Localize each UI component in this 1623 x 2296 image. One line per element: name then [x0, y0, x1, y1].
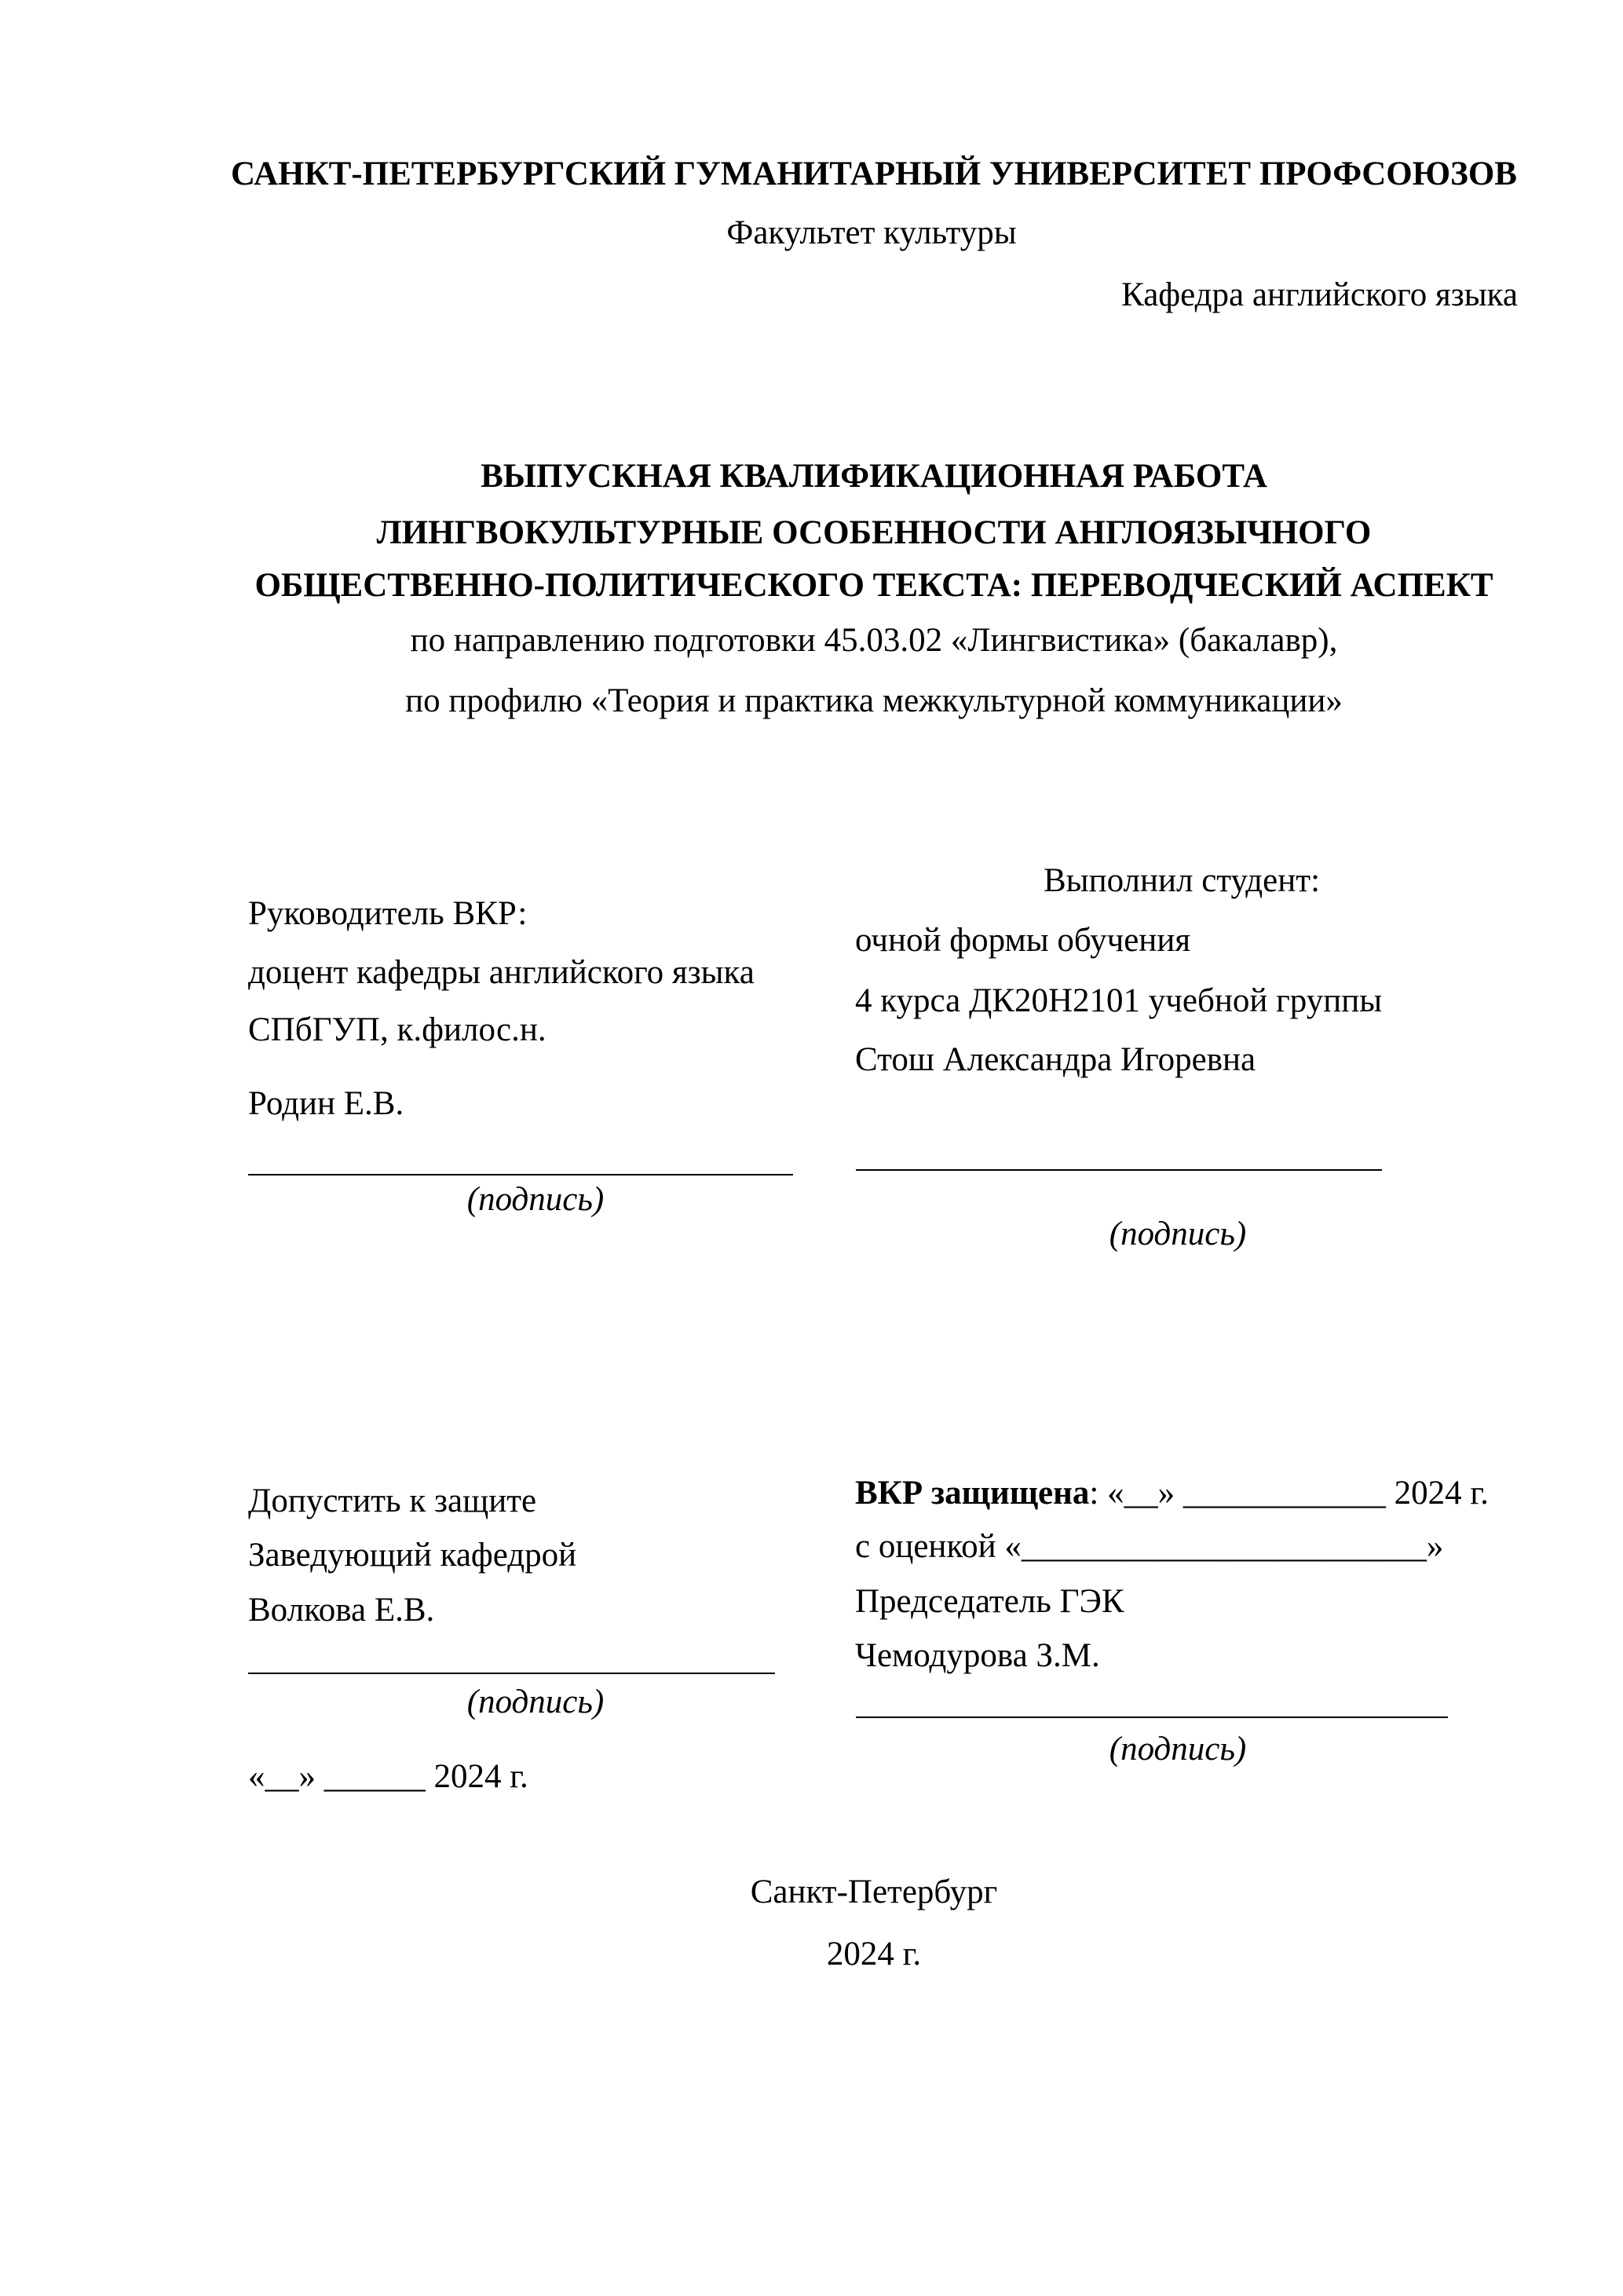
faculty: Факультет культуры [726, 214, 1017, 251]
chair-name: Чемодурова З.М. [855, 1637, 1100, 1674]
student-signature-line [856, 1169, 1382, 1171]
thesis-title-line-1: ЛИНГВОКУЛЬТУРНЫЕ ОСОБЕННОСТИ АНГЛОЯЗЫЧНОГО [376, 514, 1372, 551]
thesis-title-line-2: ОБЩЕСТВЕННО-ПОЛИТИЧЕСКОГО ТЕКСТА: ПЕРЕВОДЧЕСКИЙ АСПЕКТ [254, 567, 1493, 604]
study-direction: по направлению подготовки 45.03.02 «Лингвистика» (бакалавр), [410, 622, 1338, 659]
admission-signature-line [248, 1673, 775, 1674]
university-name: САНКТ-ПЕТЕРБУРГСКИЙ ГУМАНИТАРНЫЙ УНИВЕРСИТЕТ ПРОФСОЮЗОВ [231, 155, 1517, 192]
admission-date: «__» ______ 2024 г. [248, 1758, 528, 1795]
supervisor-label: Руководитель ВКР: [248, 895, 528, 932]
supervisor-position: доцент кафедры английского языка [248, 954, 755, 991]
chair-title: Председатель ГЭК [855, 1583, 1124, 1620]
admission-position: Заведующий кафедрой [248, 1537, 577, 1574]
chair-signature-line [856, 1717, 1448, 1718]
student-signature-caption: (подпись) [1109, 1216, 1247, 1252]
year: 2024 г. [826, 1936, 922, 1972]
student-name: Стош Александра Игоревна [855, 1041, 1256, 1078]
admission-name: Волкова Е.В. [248, 1592, 435, 1629]
city: Санкт-Петербург [750, 1874, 998, 1910]
work-type: ВЫПУСКНАЯ КВАЛИФИКАЦИОННАЯ РАБОТА [481, 458, 1267, 495]
supervisor-signature-line [248, 1174, 793, 1175]
chair-signature-caption: (подпись) [1109, 1731, 1247, 1768]
admission-signature-caption: (подпись) [466, 1684, 605, 1720]
defense-status [855, 1474, 1489, 1513]
supervisor-org: СПбГУП, к.филос.н. [248, 1011, 546, 1048]
student-label: Выполнил студент: [1044, 862, 1321, 899]
defense-label: ВКР защищена [855, 1475, 1090, 1512]
student-group: 4 курса ДК20Н2101 учебной группы [855, 982, 1383, 1019]
student-study-form: очной формы обучения [855, 922, 1191, 959]
defense-grade: с оценкой «________________________» [855, 1528, 1444, 1565]
admission-label: Допустить к защите [248, 1483, 537, 1519]
supervisor-name: Родин Е.В. [248, 1085, 404, 1122]
study-profile: по профилю «Теория и практика межкультурной коммуникации» [405, 682, 1343, 719]
department: Кафедра английского языка [1121, 276, 1518, 313]
supervisor-signature-caption: (подпись) [466, 1181, 605, 1218]
defense-date: : «__» ____________ 2024 г. [1089, 1475, 1489, 1512]
